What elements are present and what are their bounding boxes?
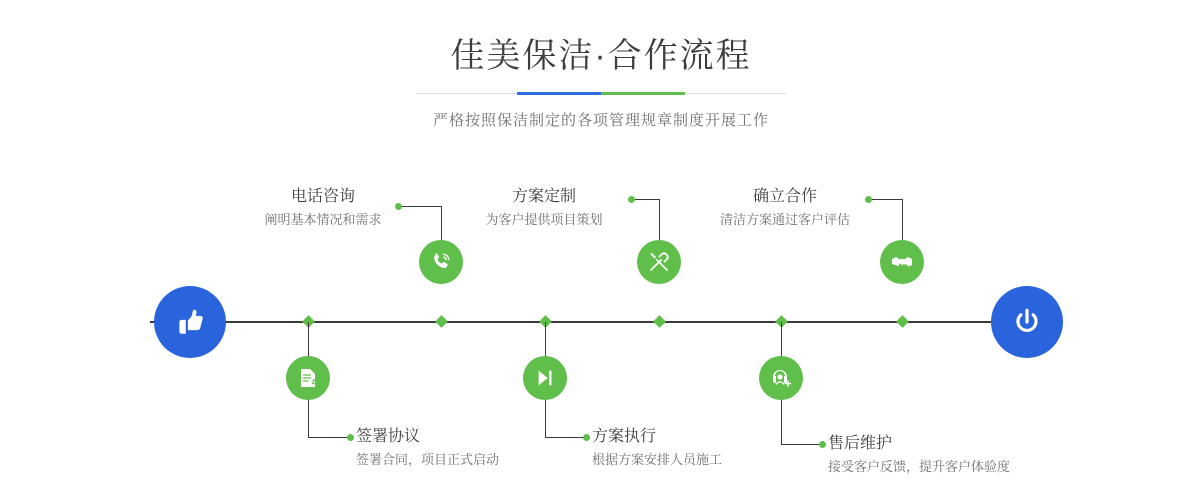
node-title: 签署协议 (356, 428, 421, 445)
connector-dot-3 (628, 196, 635, 203)
axis-marker-1 (435, 315, 448, 328)
thumbs-up-icon (173, 305, 207, 339)
node-label-phone-consult (252, 186, 394, 230)
document-edit-icon (296, 366, 320, 390)
node-desc: 根据方案安排人员施工 (592, 452, 723, 467)
handshake-icon (890, 250, 914, 274)
timeline-start-cap (154, 286, 226, 358)
after-sales-badge[interactable] (759, 356, 803, 400)
axis-marker-5 (896, 315, 909, 328)
plan-execute-badge[interactable] (523, 356, 567, 400)
node-title: 电话咨询 (290, 188, 355, 205)
connector-dot-1 (395, 203, 402, 210)
establish-cooperation-badge[interactable] (880, 240, 924, 284)
node-desc: 接受客户反馈，提升客户体验度 (828, 459, 1011, 474)
customer-service-icon (769, 366, 793, 390)
page-subtitle: 严格按照保洁制定的各项管理规章制度开展工作 (432, 112, 769, 129)
diagram-header (0, 34, 1202, 130)
node-title: 方案定制 (511, 188, 576, 205)
connector-horizontal-4 (545, 437, 585, 438)
node-label-plan-customize (462, 186, 626, 230)
node-title: 确立合作 (752, 188, 817, 205)
connector-horizontal-1 (398, 206, 441, 207)
axis-marker-3 (653, 315, 666, 328)
node-desc: 签署合同，项目正式启动 (356, 452, 500, 467)
play-forward-icon (534, 367, 556, 389)
connector-horizontal-6 (781, 444, 821, 445)
node-label-sign-agreement (356, 426, 566, 470)
node-desc: 为客户提供项目策划 (485, 212, 603, 227)
connector-dot-4 (583, 434, 590, 441)
title-divider (416, 92, 786, 95)
phone-consult-badge[interactable] (419, 240, 463, 284)
phone-icon (429, 250, 453, 274)
node-label-establish-cooperation (703, 186, 867, 230)
tools-icon (647, 250, 671, 274)
connector-horizontal-3 (632, 199, 659, 200)
node-title: 方案执行 (592, 428, 657, 445)
sign-agreement-badge[interactable] (286, 356, 330, 400)
plan-customize-badge[interactable] (637, 240, 681, 284)
node-desc: 清洁方案通过客户评估 (719, 212, 850, 227)
page-title: 佳美保洁·合作流程 (450, 37, 752, 75)
node-label-plan-execute (592, 426, 802, 470)
power-icon (1010, 305, 1044, 339)
timeline-end-cap (991, 286, 1063, 358)
connector-horizontal-2 (308, 437, 350, 438)
node-desc: 阐明基本情况和需求 (264, 212, 382, 227)
connector-horizontal-5 (869, 199, 902, 200)
timeline-axis (150, 321, 1055, 323)
connector-dot-2 (347, 434, 354, 441)
divider-accent (517, 92, 685, 95)
node-title: 售后维护 (828, 435, 893, 452)
node-label-after-sales (828, 433, 1078, 477)
connector-dot-6 (819, 441, 826, 448)
